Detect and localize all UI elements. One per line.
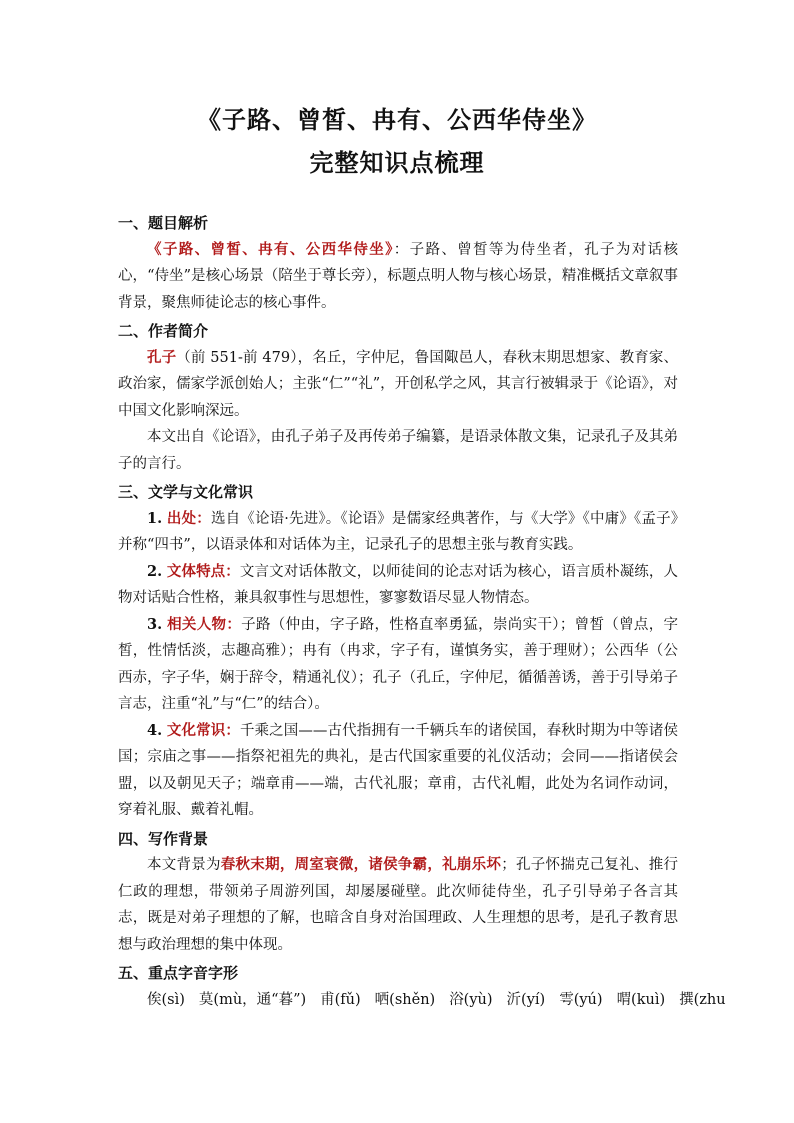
item-number: 1.	[147, 509, 163, 527]
item-text: 子路（仲由，字子路，性格直率勇猛，崇尚实干）；曾皙（曾点，字皙，性情恬淡，志趣高雅）；冉有（冉求，字子有，谨慎务实，善于理财）；公西华（公西赤，字子华，娴于辞令，精通礼仪）；孔子（孔丘，字仲尼，循循善诱，善于引导弟子言志，注重“礼”与“仁”的结合）。	[118, 616, 679, 712]
section-1-paragraph	[118, 237, 678, 317]
pinyin-word: 俟(sì)	[147, 991, 185, 1008]
section-1-lead: 《子路、曾皙、冉有、公西华侍坐》	[147, 240, 394, 258]
section-heading-5: 五、重点字音字形	[118, 964, 239, 982]
section-2-paragraph-2: 本文出自《论语》，由孔子弟子及再传弟子编纂，是语录体散文集，记录孔子及其弟子的言行。	[118, 429, 678, 472]
pinyin-word: 甫(fǔ)	[320, 991, 361, 1008]
section-heading-2: 二、作者简介	[118, 322, 209, 340]
background-pre: 本文背景为	[147, 857, 221, 873]
pinyin-word: 浴(yù)	[449, 991, 493, 1008]
section-2-paragraph-1	[118, 345, 678, 425]
background-highlight: 春秋末期，周室衰微，诸侯争霸，礼崩乐坏	[220, 856, 502, 873]
pinyin-word: 喟(kuì)	[616, 991, 666, 1008]
item-number: 4.	[147, 721, 163, 739]
item-label: 出处：	[166, 509, 211, 527]
pinyin-word: 莫(mù，通“暮”)	[198, 991, 307, 1008]
knowledge-item-1	[118, 506, 678, 559]
item-label: 文化常识：	[166, 721, 240, 739]
section-heading-1: 一、题目解析	[118, 214, 209, 232]
item-number: 3.	[147, 615, 163, 633]
knowledge-item-2	[118, 559, 678, 612]
document-title: 《子路、曾皙、冉有、公西华侍坐》	[197, 106, 597, 134]
document-body	[118, 208, 726, 1013]
section-4-paragraph	[118, 852, 678, 958]
item-label: 相关人物：	[167, 615, 242, 633]
author-intro: （前 551-前 479），名丘，字仲尼，鲁国陬邑人，春秋末期思想家、教育家、政治家，儒家学派创始人；主张“仁”“礼”，开创私学之风，其言行被辑录于《论语》，对中国文化影响深远。	[118, 349, 679, 419]
item-label: 文体特点：	[166, 562, 240, 580]
item-number: 2.	[147, 562, 163, 580]
background-post: ；孔子怀揣克己复礼、推行仁政的理想，带领弟子周游列国，却屡屡碰壁。此次师徒侍坐，孔子引导弟子各言其志，既是对弟子理想的了解，也暗含自身对治国理政、人生理想的思考，是孔子教育思想与政治理想的集中体现。	[118, 857, 679, 953]
knowledge-item-4	[118, 718, 678, 824]
author-name: 孔子	[147, 348, 177, 366]
pinyin-word: 沂(yí)	[506, 991, 546, 1008]
pinyin-word: 撰(zhu	[679, 991, 726, 1008]
item-text: 选自《论语·先进》。《论语》是儒家经典著作，与《大学》《中庸》《孟子》并称“四书”，以语录体和对话体为主，记录孔子的思想主张与教育实践。	[118, 510, 679, 553]
item-text: 文言文对话体散文，以师徒间的论志对话为核心，语言质朴凝练，人物对话贴合性格，兼具叙事性与思想性，寥寥数语尽显人物情态。	[118, 563, 679, 606]
item-text: 千乘之国——古代指拥有一千辆兵车的诸侯国，春秋时期为中等诸侯国；宗庙之事——指祭祀祖先的典礼，是古代国家重要的礼仪活动；会同——指诸侯会盟，以及朝见天子；端章甫——端，古代礼服；章甫，古代礼帽，此处为名词作动词，穿着礼服、戴着礼帽。	[118, 722, 679, 818]
section-heading-3: 三、文学与文化常识	[118, 483, 254, 501]
pinyin-word: 雩(yú)	[559, 991, 603, 1008]
document-subtitle: 完整知识点梳理	[309, 149, 485, 177]
pinyin-list	[118, 987, 726, 1014]
section-heading-4: 四、写作背景	[118, 829, 209, 848]
knowledge-item-3	[118, 612, 678, 718]
pinyin-word: 哂(shěn)	[374, 991, 436, 1008]
section-1-text: ：子路、曾皙等为侍坐者，孔子为对话核心，“侍坐”是核心场景（陪坐于尊长旁），标题点明人物与核心场景，精准概括文章叙事背景，聚焦师徒论志的核心事件。	[118, 241, 679, 311]
